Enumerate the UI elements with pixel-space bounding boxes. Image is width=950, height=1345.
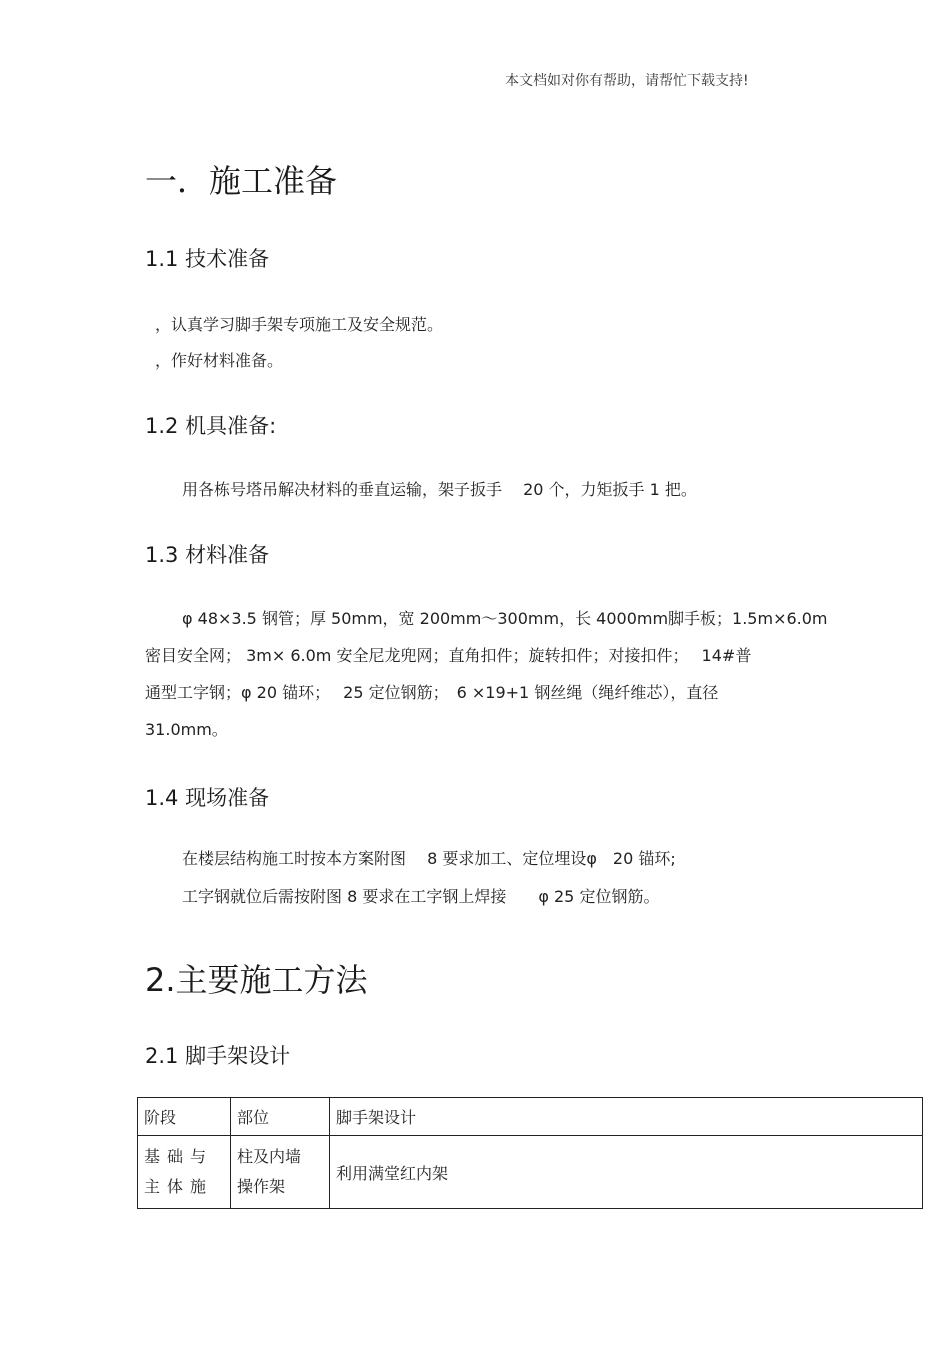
materials-line-2: 密目安全网； 3m× 6.0m 安全尼龙兜网；直角扣件；旋转扣件；对接扣件； 14#普: [145, 646, 752, 665]
cell-part-line-1: 柱及内墙: [237, 1147, 302, 1166]
header-design: 脚手架设计: [330, 1098, 923, 1136]
section-2-1-title: 2.1 脚手架设计: [145, 1044, 291, 1068]
materials-line-1: φ 48×3.5 钢管；厚 50mm，宽 200mm～300mm，长 4000mm脚手板；1.5m×6.0m: [182, 609, 828, 628]
header-part: 部位: [231, 1098, 330, 1136]
section-1-title: 一．施工准备: [145, 162, 338, 200]
cell-stage-line-2: 主体施: [144, 1177, 214, 1196]
table-row: [138, 1136, 923, 1209]
section-1-4-title: 1.4 现场准备: [145, 786, 270, 810]
section-1-3-title: 1.3 材料准备: [145, 543, 270, 567]
table-header-row: [138, 1098, 923, 1136]
cell-part: [231, 1136, 330, 1209]
cell-stage-line-1: 基础与: [144, 1147, 214, 1166]
tech-prep-item-1: ，认真学习脚手架专项施工及安全规范。: [155, 315, 444, 334]
section-2-title: 2.主要施工方法: [145, 961, 368, 999]
materials-line-3: 通型工字钢；φ 20 锚环； 25 定位钢筋； 6 ×19+1 钢丝绳（绳纤维芯），直径: [145, 683, 719, 702]
header-note: 本文档如对你有帮助，请帮忙下载支持!: [505, 73, 749, 89]
section-1-2-title: 1.2 机具准备:: [145, 414, 277, 438]
header-stage: 阶段: [138, 1098, 231, 1136]
cell-part-line-2: 操作架: [237, 1177, 286, 1196]
scaffold-design-table: [137, 1097, 923, 1209]
tech-prep-item-2: ，作好材料准备。: [155, 351, 284, 370]
cell-design: 利用满堂红内架: [330, 1136, 923, 1209]
cell-stage: [138, 1136, 231, 1209]
site-prep-line-1: 在楼层结构施工时按本方案附图 8 要求加工、定位埋设φ 20 锚环;: [182, 849, 676, 868]
section-1-1-title: 1.1 技术准备: [145, 247, 270, 271]
site-prep-line-2: 工字钢就位后需按附图 8 要求在工字钢上焊接 φ 25 定位钢筋。: [182, 887, 660, 906]
equipment-prep-text: 用各栋号塔吊解决材料的垂直运输，架子扳手 20 个，力矩扳手 1 把。: [182, 480, 697, 499]
materials-line-4: 31.0mm。: [145, 720, 228, 739]
